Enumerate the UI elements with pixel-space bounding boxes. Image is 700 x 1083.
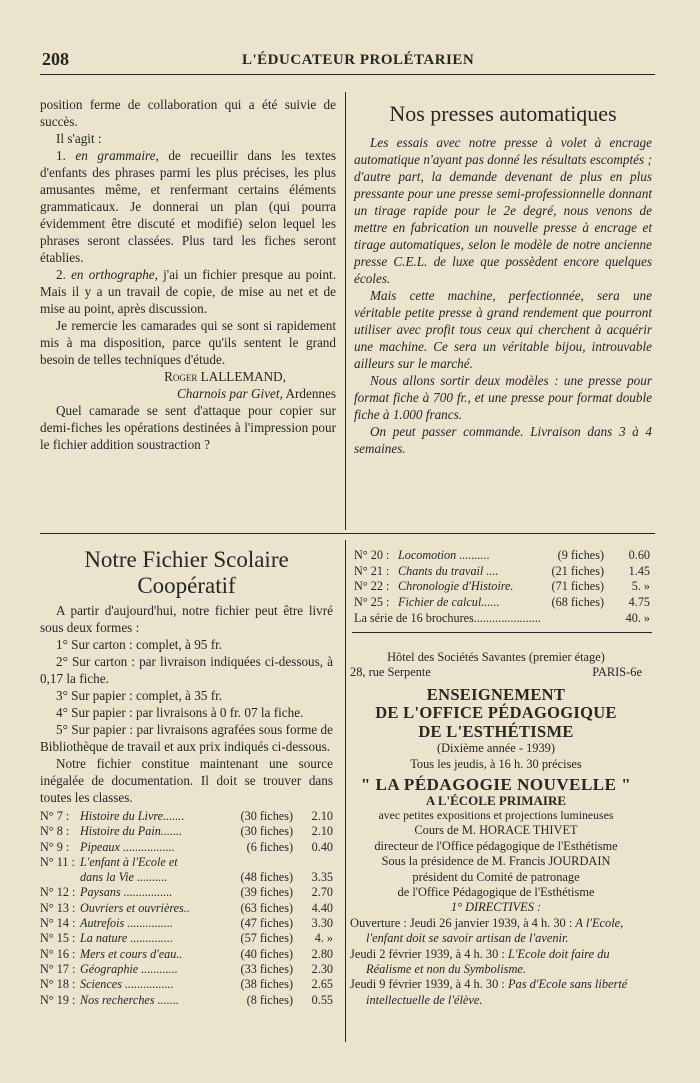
list-item (40, 870, 333, 885)
item-title: Mers et cours d'eau.. (80, 946, 183, 961)
list-item (40, 962, 333, 977)
item-title: Ouvriers et ouvrières.. (80, 900, 190, 915)
item-fiches: (38 fiches) (240, 977, 293, 992)
item-number: N° 13 : (40, 900, 76, 915)
item-price: 3.35 (311, 870, 333, 885)
session-date: Jeudi 2 février 1939, à 4 h. 30 : (350, 946, 505, 961)
signature-name: Roger LALLEMAND, (164, 369, 286, 384)
item-fiches: (57 fiches) (240, 931, 293, 946)
session-date: Ouverture : Jeudi 26 janvier 1939, à 4 h. 30 : (350, 915, 573, 930)
item-number: 1. (56, 148, 66, 163)
item-fiches: (39 fiches) (240, 885, 293, 900)
item-title: Autrefois ............... (80, 916, 173, 931)
course-title: " LA PÉDAGOGIE NOUVELLE " (360, 775, 632, 795)
list-item (40, 885, 333, 900)
list-item (354, 595, 650, 611)
item-number: N° 7 : (40, 809, 70, 823)
item-number: N° 22 : (354, 579, 390, 593)
venue: Hôtel des Sociétés Savantes (premier étage) (387, 650, 605, 664)
item-price: 4. » (314, 931, 333, 946)
item-number: N° 11 : (40, 854, 75, 869)
emphasis: en grammaire, (75, 148, 159, 163)
article-title: Coopératif (137, 573, 236, 598)
article-title: Notre Fichier Scolaire (84, 547, 289, 572)
item-price: 2.70 (311, 885, 333, 900)
announcement-rule (352, 632, 652, 633)
page-number: 208 (42, 49, 69, 69)
paragraph: position ferme de collaboration qui a été suivie de succès. (40, 97, 336, 129)
paragraph: Notre fichier constitue maintenant une source inégalée de documentation. Il doit se trouver dans toutes les classes. (40, 756, 333, 805)
item-fiches: (30 fiches) (240, 824, 293, 839)
item-title: Chronologie d'Histoire. (398, 579, 514, 593)
item-number: N° 17 : (40, 961, 76, 976)
item-title: dans la Vie .......... (80, 870, 168, 885)
item-fiches: (48 fiches) (240, 870, 293, 885)
session-topic: L'Ecole doit faire du Réalisme et non du Symbolisme. (366, 946, 610, 976)
conference-announcement (350, 650, 642, 1008)
table-row (354, 611, 650, 627)
form-option: 4° Sur papier : par livraisons à 0 fr. 07 la fiche. (56, 705, 304, 720)
paragraph: Nous allons sortir deux modèles : une presse pour format fiche à 700 fr., et une presse pour format double fiche à 1.000 francs. (354, 373, 652, 422)
item-title: Histoire du Pain....... (80, 824, 183, 839)
series-price: 40. » (625, 611, 650, 625)
fichier-list-continued (354, 548, 650, 627)
letter-article (40, 96, 336, 453)
item-price: 4.40 (311, 900, 333, 915)
item-title: Fichier de calcul...... (398, 594, 500, 609)
item-price (299, 855, 333, 870)
session-topic: A l'Ecole, l'enfant doit se savoir artisan de l'avenir. (366, 915, 624, 946)
list-item (354, 579, 650, 595)
item-price: 4.75 (628, 594, 650, 609)
paragraph: Quel camarade se sent d'attaque pour copier sur demi-fiches les opérations destinées à l'impression pour le fichier addition soustraction ? (40, 403, 336, 452)
item-fiches: (47 fiches) (240, 916, 293, 931)
fichier-list (40, 809, 333, 1008)
emphasis: en orthographe, (71, 267, 158, 282)
journal-title: L'ÉDUCATEUR PROLÉTARIEN (242, 52, 475, 68)
item-price: 2.30 (311, 961, 333, 976)
list-item (354, 564, 650, 580)
list-item (40, 947, 333, 962)
item-price: 5. » (631, 579, 650, 593)
schedule: Tous les jeudis, à 16 h. 30 précises (410, 756, 582, 771)
item-number: N° 12 : (40, 885, 76, 900)
item-number: N° 21 : (354, 563, 390, 578)
item-price: 2.80 (311, 946, 333, 961)
session-topic: Pas d'Ecole sans liberté intellectuelle de l'élève. (366, 977, 628, 1007)
item-fiches: (40 fiches) (240, 946, 293, 961)
list-item (40, 840, 333, 855)
item-number: N° 16 : (40, 946, 76, 961)
heading: DE L'ESTHÉTISME (418, 721, 574, 741)
item-fiches: (71 fiches) (551, 579, 604, 593)
item-number: N° 15 : (40, 931, 76, 946)
item-number (40, 870, 80, 885)
list-item (40, 977, 333, 992)
paragraph: Je remercie les camarades qui se sont si rapidement mis à ma disposition, parce qu'ils sentent le grand besoin de telles techniques d'étude. (40, 318, 336, 367)
paragraph: Mais cette machine, perfectionnée, sera une véritable petite presse à grand rendement que pourront utiliser avec profit tous ceux qui cherchent à acquérir une machine. Ce sera un véritable bijou, introuvable ailleurs sur le marché. (354, 288, 652, 371)
directives-heading: 1° DIRECTIVES : (450, 900, 542, 915)
paragraph: Il s'agit : (56, 131, 102, 146)
item-number: N° 8 : (40, 824, 70, 839)
item-price: 3.30 (311, 916, 333, 931)
signature-place: Charnois par Givet, Ardennes (177, 386, 336, 401)
item-price: 2.65 (311, 977, 333, 992)
item-fiches: (68 fiches) (551, 594, 604, 609)
item-title: Locomotion .......... (398, 548, 490, 562)
paragraph: A partir d'aujourd'hui, notre fichier peut être livré sous deux formes : (40, 603, 333, 635)
series-total (354, 611, 650, 627)
item-number: N° 19 : (40, 992, 76, 1007)
form-option: 5° Sur papier : par livraisons agrafées sous forme de Bibliothèque de travail et aux prix indiqués ci-dessous. (40, 722, 333, 754)
article-title: Nos presses automatiques (389, 101, 617, 126)
form-option: 2° Sur carton : par livraison indiquées ci-dessous, à 0,17 la fiche. (40, 654, 333, 686)
item-title: Nos recherches ....... (80, 992, 179, 1007)
item-price: 2.10 (311, 824, 333, 839)
venue-address: 28, rue Serpente PARIS-6e (350, 665, 642, 680)
item-title: Pipeaux ................. (80, 839, 175, 854)
paragraph: On peut passer commande. Livraison dans 3 à 4 semaines. (354, 424, 652, 456)
paragraph-text: de recueillir dans les textes d'enfants des phrases parmi les plus précises, les plus amusantes même, et renfermant certains éléments grammaticaux. Je donnerai un plan (qui pourra évidemment être discuté et modifié) selon lequel les phrases seront classées. Plus tard les fiches seront établies. (40, 148, 336, 265)
heading: DE L'OFFICE PÉDAGOGIQUE (375, 703, 617, 723)
item-price: 0.55 (311, 992, 333, 1007)
course-detail: Cours de M. HORACE THIVET (414, 823, 578, 838)
course-detail: Sous la présidence de M. Francis JOURDAIN (381, 854, 611, 869)
fichier-article (40, 547, 333, 1008)
item-title: Chants du travail .... (398, 563, 499, 578)
item-number: N° 9 : (40, 839, 70, 854)
paragraph (40, 266, 336, 317)
session-item (350, 977, 642, 1008)
item-fiches: (6 fiches) (246, 839, 293, 854)
paragraph (40, 147, 336, 266)
item-fiches: (33 fiches) (240, 961, 293, 976)
header-rule (40, 74, 655, 75)
item-number: N° 18 : (40, 977, 76, 992)
item-title: Histoire du Livre....... (80, 809, 185, 823)
item-title: Sciences ................ (80, 977, 174, 992)
paragraph: Les essais avec notre presse à volet à encrage automatique n'ayant pas donné les résultats escomptés ; d'autre part, la demande devenant de plus en plus pressante pour une presse semi-professionnelle donnant un tirage rapide pour le 2e degré, nous venons de mettre en fabrication un nouvelle presse à encrage et tirage automatiques, selon le modèle de notre ancienne presse C.E.L. de luxe que possèdent encore quelques écoles. (354, 135, 652, 286)
form-option: 1° Sur carton : complet, à 95 fr. (56, 637, 223, 652)
fichier-list (354, 548, 650, 610)
list-item (40, 824, 333, 839)
course-detail: président du Comité de patronage (412, 869, 580, 884)
item-price: 2.10 (311, 809, 333, 823)
item-fiches: (63 fiches) (240, 900, 293, 915)
item-number: N° 25 : (354, 594, 390, 609)
item-fiches: (21 fiches) (551, 563, 604, 578)
list-item (40, 901, 333, 916)
list-item (40, 993, 333, 1008)
item-title: Géographie ............ (80, 961, 178, 976)
session-item (350, 916, 642, 947)
item-fiches: (8 fiches) (246, 992, 293, 1007)
year: (Dixième année - 1939) (436, 741, 555, 756)
list-item (40, 855, 333, 870)
section-rule (40, 533, 655, 534)
session-date: Jeudi 9 février 1939, à 4 h. 30 : (350, 977, 505, 992)
item-fiches: (9 fiches) (557, 548, 604, 562)
item-number: N° 14 : (40, 916, 76, 931)
item-title: Paysans ................ (80, 885, 173, 900)
form-option: 3° Sur papier : complet, à 35 fr. (56, 688, 223, 703)
item-fiches: (30 fiches) (240, 809, 293, 823)
list-item (40, 916, 333, 931)
course-detail: avec petites expositions et projections lumineuses (378, 807, 614, 822)
column-divider-bottom (345, 540, 346, 1042)
list-item (40, 809, 333, 824)
session-list (350, 916, 642, 1008)
presses-article (354, 101, 652, 457)
item-fiches (223, 855, 299, 870)
course-detail: de l'Office Pédagogique de l'Esthétisme (397, 884, 595, 899)
item-title: La nature .............. (80, 931, 173, 946)
course-subtitle: A L'ÉCOLE PRIMAIRE (425, 792, 567, 808)
item-number: N° 20 : (354, 548, 390, 562)
heading: ENSEIGNEMENT (426, 684, 566, 704)
session-item (350, 947, 642, 978)
column-divider-top (345, 92, 346, 530)
item-price: 0.40 (311, 839, 333, 854)
item-number: 2. (56, 267, 66, 282)
course-detail: directeur de l'Office pédagogique de l'Esthétisme (374, 838, 618, 853)
paragraph-text: j'ai un fichier presque au point. Mais il y a un travail de copie, de mise au net et de mise au point, après discussion. (40, 267, 337, 316)
list-item (40, 931, 333, 946)
item-price: 0.60 (628, 548, 650, 562)
item-title: L'enfant à l'Ecole et (80, 854, 178, 869)
item-price: 1.45 (628, 563, 650, 578)
series-text: La série de 16 brochures...................... (354, 611, 541, 625)
list-item (354, 548, 650, 564)
